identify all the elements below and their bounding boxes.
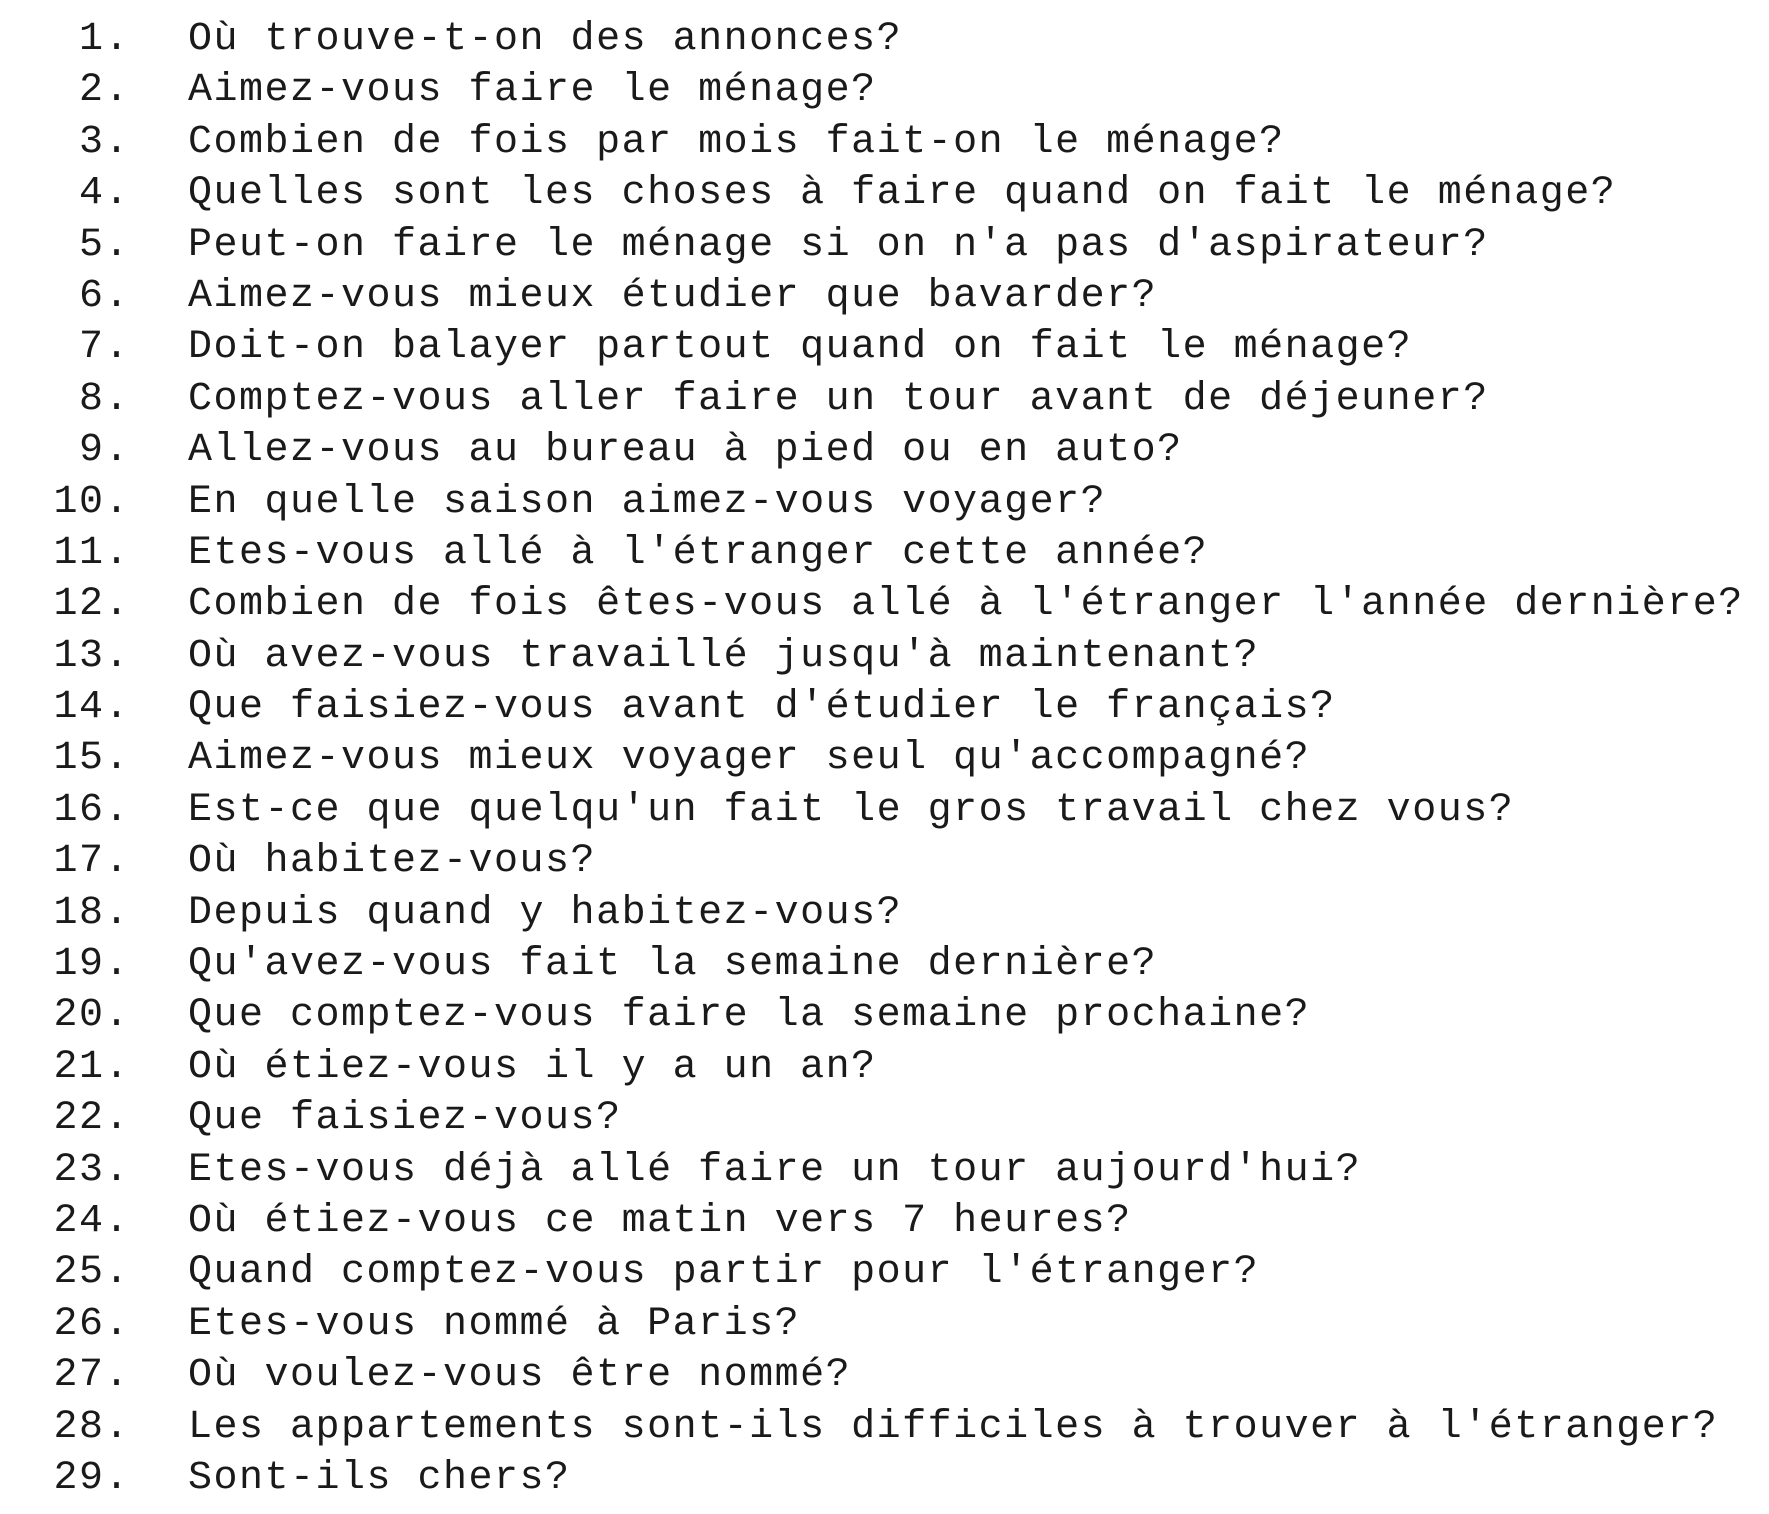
- question-text: Où avez-vous travaillé jusqu'à maintenant?: [188, 633, 1260, 679]
- question-text: Quand comptez-vous partir pour l'étranger?: [188, 1250, 1260, 1296]
- question-number: 16.: [53, 787, 130, 833]
- question-text: Sont-ils chers?: [188, 1455, 571, 1501]
- question-text: Que faisiez-vous?: [188, 1096, 622, 1142]
- question-number: 7.: [78, 325, 130, 371]
- question-number: 14.: [53, 685, 130, 731]
- question-list: [26, 14, 1744, 1504]
- question-item: [26, 631, 1744, 682]
- question-text: Etes-vous déjà allé faire un tour aujourd'hui?: [188, 1147, 1362, 1193]
- question-item: [26, 117, 1744, 168]
- question-item: [26, 477, 1744, 528]
- question-item: [26, 1145, 1744, 1196]
- question-text: Doit-on balayer partout quand on fait le ménage?: [188, 325, 1413, 371]
- question-number: 20.: [53, 993, 130, 1039]
- question-item: [26, 425, 1744, 476]
- question-text: Depuis quand y habitez-vous?: [188, 890, 903, 936]
- question-item: [26, 1042, 1744, 1093]
- question-item: [26, 1196, 1744, 1247]
- question-number: 23.: [53, 1147, 130, 1193]
- question-text: Où voulez-vous être nommé?: [188, 1353, 852, 1399]
- question-item: [26, 836, 1744, 887]
- question-number: 18.: [53, 890, 130, 936]
- question-item: [26, 579, 1744, 630]
- question-item: [26, 888, 1744, 939]
- question-item: [26, 990, 1744, 1041]
- question-number: 17.: [53, 839, 130, 885]
- question-text: Etes-vous nommé à Paris?: [188, 1301, 801, 1347]
- question-number: 15.: [53, 736, 130, 782]
- question-number: 29.: [53, 1455, 130, 1501]
- question-text: Que faisiez-vous avant d'étudier le français?: [188, 685, 1336, 731]
- question-number: 26.: [53, 1301, 130, 1347]
- question-number: 2.: [78, 68, 130, 114]
- question-number: 28.: [53, 1404, 130, 1450]
- question-item: [26, 374, 1744, 425]
- question-number: 27.: [53, 1353, 130, 1399]
- question-item: [26, 65, 1744, 116]
- question-text: Combien de fois êtes-vous allé à l'étranger l'année dernière?: [188, 582, 1744, 628]
- question-item: [26, 785, 1744, 836]
- question-number: 9.: [78, 428, 130, 474]
- question-number: 12.: [53, 582, 130, 628]
- question-item: [26, 1093, 1744, 1144]
- question-number: 13.: [53, 633, 130, 679]
- question-text: Aimez-vous mieux étudier que bavarder?: [188, 273, 1158, 319]
- question-number: 21.: [53, 1044, 130, 1090]
- question-item: [26, 1453, 1744, 1504]
- question-number: 4.: [78, 171, 130, 217]
- question-text: Comptez-vous aller faire un tour avant de déjeuner?: [188, 376, 1489, 422]
- question-number: 5.: [78, 222, 130, 268]
- question-item: [26, 271, 1744, 322]
- question-text: Où trouve-t-on des annonces?: [188, 17, 903, 62]
- question-text: Etes-vous allé à l'étranger cette année?: [188, 530, 1209, 576]
- question-item: [26, 528, 1744, 579]
- question-number: 25.: [53, 1250, 130, 1296]
- question-text: Où étiez-vous il y a un an?: [188, 1044, 877, 1090]
- question-text: Qu'avez-vous fait la semaine dernière?: [188, 942, 1158, 988]
- question-text: Les appartements sont-ils difficiles à trouver à l'étranger?: [188, 1404, 1719, 1450]
- question-item: [26, 14, 1744, 65]
- question-item: [26, 1299, 1744, 1350]
- question-text: Combien de fois par mois fait-on le ménage?: [188, 119, 1285, 165]
- question-text: Aimez-vous mieux voyager seul qu'accompagné?: [188, 736, 1311, 782]
- question-number: 11.: [53, 530, 130, 576]
- question-item: [26, 322, 1744, 373]
- question-text: Peut-on faire le ménage si on n'a pas d'aspirateur?: [188, 222, 1489, 268]
- question-text: Où habitez-vous?: [188, 839, 597, 885]
- question-text: Que comptez-vous faire la semaine prochaine?: [188, 993, 1311, 1039]
- question-item: [26, 1350, 1744, 1401]
- question-text: Quelles sont les choses à faire quand on fait le ménage?: [188, 171, 1617, 217]
- question-item: [26, 1247, 1744, 1298]
- question-text: Aimez-vous faire le ménage?: [188, 68, 877, 114]
- question-number: 8.: [78, 376, 130, 422]
- question-number: 3.: [78, 119, 130, 165]
- question-item: [26, 939, 1744, 990]
- question-number: 24.: [53, 1198, 130, 1244]
- question-number: 19.: [53, 942, 130, 988]
- question-text: Allez-vous au bureau à pied ou en auto?: [188, 428, 1183, 474]
- question-item: [26, 168, 1744, 219]
- question-number: 22.: [53, 1096, 130, 1142]
- question-text: En quelle saison aimez-vous voyager?: [188, 479, 1107, 525]
- question-item: [26, 682, 1744, 733]
- question-item: [26, 733, 1744, 784]
- question-item: [26, 1402, 1744, 1453]
- question-number: 10.: [53, 479, 130, 525]
- question-text: Est-ce que quelqu'un fait le gros travail chez vous?: [188, 787, 1515, 833]
- question-text: Où étiez-vous ce matin vers 7 heures?: [188, 1198, 1132, 1244]
- question-number: 6.: [78, 273, 130, 319]
- question-item: [26, 220, 1744, 271]
- question-number: 1.: [78, 17, 130, 62]
